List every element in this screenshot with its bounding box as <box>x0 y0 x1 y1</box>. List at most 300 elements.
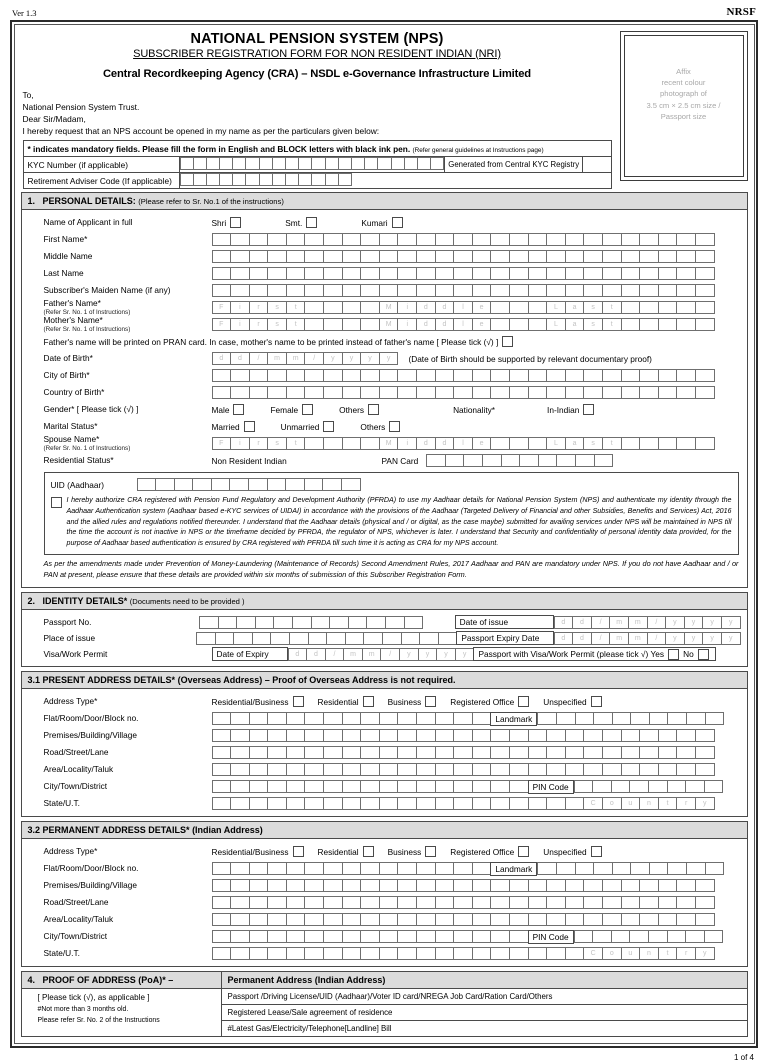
input-cell[interactable] <box>249 712 269 725</box>
input-cell[interactable] <box>304 284 324 297</box>
input-cell[interactable] <box>565 250 585 263</box>
input-cell[interactable] <box>212 746 232 759</box>
input-cell[interactable] <box>304 896 324 909</box>
input-cell[interactable] <box>435 746 455 759</box>
input-cell[interactable] <box>435 862 455 875</box>
last-name-input[interactable] <box>212 267 715 280</box>
input-cell[interactable] <box>292 616 312 629</box>
input-cell[interactable] <box>565 879 585 892</box>
input-cell[interactable] <box>630 712 650 725</box>
input-cell[interactable] <box>311 157 325 170</box>
input-cell[interactable] <box>304 267 324 280</box>
input-cell[interactable] <box>565 797 585 810</box>
input-cell[interactable] <box>218 616 238 629</box>
input-cell[interactable]: y <box>695 797 715 810</box>
input-cell[interactable]: C <box>583 947 603 960</box>
input-cell[interactable] <box>528 301 548 314</box>
input-cell[interactable] <box>360 896 380 909</box>
input-cell[interactable] <box>565 729 585 742</box>
input-cell[interactable] <box>546 746 566 759</box>
input-cell[interactable] <box>490 913 510 926</box>
input-cell[interactable] <box>602 369 622 382</box>
input-cell[interactable] <box>379 947 399 960</box>
input-cell[interactable] <box>639 437 659 450</box>
input-cell[interactable] <box>453 947 473 960</box>
input-cell[interactable] <box>416 267 436 280</box>
input-cell[interactable] <box>249 250 269 263</box>
input-cell[interactable] <box>695 301 715 314</box>
input-cell[interactable] <box>575 712 595 725</box>
input-cell[interactable] <box>602 386 622 399</box>
input-cell[interactable]: y <box>702 632 722 645</box>
present-address-type-registered-office-checkbox[interactable] <box>518 696 529 707</box>
input-cell[interactable]: y <box>684 632 704 645</box>
input-cell[interactable] <box>342 233 362 246</box>
permanent-address-road-street-lane-input[interactable] <box>212 896 715 909</box>
input-cell[interactable] <box>249 284 269 297</box>
middle-name-input[interactable] <box>212 250 715 263</box>
input-cell[interactable] <box>667 930 687 943</box>
present-address-type-residential-business-checkbox[interactable] <box>293 696 304 707</box>
input-cell[interactable]: F <box>212 318 232 331</box>
country-of-birth-input[interactable] <box>212 386 715 399</box>
input-cell[interactable] <box>490 301 510 314</box>
input-cell[interactable] <box>286 947 306 960</box>
input-cell[interactable] <box>435 250 455 263</box>
input-cell[interactable] <box>509 386 529 399</box>
input-cell[interactable] <box>329 616 349 629</box>
input-cell[interactable] <box>397 913 417 926</box>
input-cell[interactable]: y <box>360 352 380 365</box>
input-cell[interactable] <box>509 267 529 280</box>
permanent-address-type-residential-business-checkbox[interactable] <box>293 846 304 857</box>
gender-male-checkbox[interactable] <box>233 404 244 415</box>
input-cell[interactable] <box>286 746 306 759</box>
input-cell[interactable] <box>304 913 324 926</box>
input-cell[interactable]: d <box>554 632 574 645</box>
input-cell[interactable]: t <box>286 301 306 314</box>
input-cell[interactable]: m <box>628 632 648 645</box>
input-cell[interactable] <box>267 913 287 926</box>
input-cell[interactable] <box>583 746 603 759</box>
input-cell[interactable]: C <box>583 797 603 810</box>
input-cell[interactable] <box>472 763 492 776</box>
input-cell[interactable] <box>416 797 436 810</box>
input-cell[interactable] <box>490 780 510 793</box>
input-cell[interactable] <box>267 746 287 759</box>
input-cell[interactable]: m <box>343 648 363 661</box>
input-cell[interactable] <box>397 797 417 810</box>
input-cell[interactable] <box>397 862 417 875</box>
input-cell[interactable] <box>602 879 622 892</box>
input-cell[interactable] <box>565 386 585 399</box>
input-cell[interactable] <box>528 250 548 263</box>
input-cell[interactable] <box>676 729 696 742</box>
input-cell[interactable] <box>490 318 510 331</box>
input-cell[interactable]: i <box>230 301 250 314</box>
input-cell[interactable] <box>453 930 473 943</box>
input-cell[interactable] <box>212 947 232 960</box>
input-cell[interactable] <box>695 879 715 892</box>
input-cell[interactable] <box>426 454 446 467</box>
input-cell[interactable]: d <box>288 648 308 661</box>
input-cell[interactable] <box>453 780 473 793</box>
input-cell[interactable] <box>416 746 436 759</box>
input-cell[interactable] <box>658 233 678 246</box>
present-address-type-unspecified-checkbox[interactable] <box>591 696 602 707</box>
input-cell[interactable] <box>574 930 594 943</box>
input-cell[interactable] <box>212 233 232 246</box>
input-cell[interactable] <box>472 284 492 297</box>
input-cell[interactable] <box>360 284 380 297</box>
input-cell[interactable] <box>230 386 250 399</box>
input-cell[interactable] <box>667 712 687 725</box>
input-cell[interactable] <box>323 896 343 909</box>
input-cell[interactable] <box>212 913 232 926</box>
input-cell[interactable] <box>230 947 250 960</box>
input-cell[interactable] <box>639 369 659 382</box>
input-cell[interactable] <box>621 284 641 297</box>
input-cell[interactable] <box>272 173 286 186</box>
permanent-address-type-unspecified-checkbox[interactable] <box>591 846 602 857</box>
input-cell[interactable] <box>490 437 510 450</box>
input-cell[interactable] <box>528 746 548 759</box>
input-cell[interactable]: u <box>621 797 641 810</box>
input-cell[interactable] <box>249 947 269 960</box>
input-cell[interactable]: y <box>665 632 685 645</box>
input-cell[interactable] <box>323 369 343 382</box>
input-cell[interactable] <box>286 267 306 280</box>
input-cell[interactable] <box>230 267 250 280</box>
input-cell[interactable] <box>583 267 603 280</box>
input-cell[interactable] <box>472 780 492 793</box>
input-cell[interactable] <box>323 250 343 263</box>
permanent-address-state-u-t-input[interactable] <box>212 947 715 960</box>
input-cell[interactable] <box>311 616 331 629</box>
input-cell[interactable] <box>174 478 194 491</box>
input-cell[interactable] <box>453 879 473 892</box>
input-cell[interactable] <box>583 913 603 926</box>
input-cell[interactable] <box>360 233 380 246</box>
input-cell[interactable] <box>360 437 380 450</box>
input-cell[interactable] <box>230 797 250 810</box>
input-cell[interactable]: o <box>602 797 622 810</box>
input-cell[interactable] <box>639 250 659 263</box>
input-cell[interactable] <box>249 763 269 776</box>
input-cell[interactable] <box>528 879 548 892</box>
input-cell[interactable] <box>621 369 641 382</box>
input-cell[interactable] <box>472 896 492 909</box>
input-cell[interactable] <box>490 369 510 382</box>
input-cell[interactable]: l <box>453 301 473 314</box>
input-cell[interactable] <box>267 729 287 742</box>
input-cell[interactable] <box>528 947 548 960</box>
input-cell[interactable] <box>490 746 510 759</box>
input-cell[interactable] <box>304 763 324 776</box>
retirement-adviser-input[interactable] <box>180 173 352 188</box>
input-cell[interactable] <box>574 780 594 793</box>
input-cell[interactable] <box>695 318 715 331</box>
input-cell[interactable] <box>528 729 548 742</box>
input-cell[interactable] <box>230 369 250 382</box>
input-cell[interactable] <box>360 250 380 263</box>
input-cell[interactable]: y <box>702 616 722 629</box>
input-cell[interactable] <box>249 386 269 399</box>
input-cell[interactable] <box>621 913 641 926</box>
input-cell[interactable] <box>472 369 492 382</box>
input-cell[interactable] <box>285 173 299 186</box>
input-cell[interactable] <box>546 250 566 263</box>
input-cell[interactable]: d <box>435 437 455 450</box>
input-cell[interactable] <box>649 712 669 725</box>
input-cell[interactable] <box>453 896 473 909</box>
input-cell[interactable] <box>676 369 696 382</box>
input-cell[interactable] <box>338 173 352 186</box>
input-cell[interactable]: s <box>583 318 603 331</box>
input-cell[interactable]: / <box>249 352 269 365</box>
input-cell[interactable] <box>212 729 232 742</box>
input-cell[interactable] <box>453 369 473 382</box>
input-cell[interactable] <box>360 746 380 759</box>
input-cell[interactable] <box>397 233 417 246</box>
input-cell[interactable] <box>602 763 622 776</box>
input-cell[interactable] <box>528 386 548 399</box>
input-cell[interactable] <box>593 712 613 725</box>
input-cell[interactable] <box>658 318 678 331</box>
input-cell[interactable] <box>416 862 436 875</box>
input-cell[interactable] <box>565 369 585 382</box>
input-cell[interactable] <box>267 763 287 776</box>
input-cell[interactable] <box>360 729 380 742</box>
input-cell[interactable] <box>397 930 417 943</box>
input-cell[interactable]: / <box>647 632 667 645</box>
input-cell[interactable] <box>323 301 343 314</box>
input-cell[interactable]: n <box>639 947 659 960</box>
input-cell[interactable] <box>379 746 399 759</box>
input-cell[interactable] <box>583 896 603 909</box>
input-cell[interactable] <box>658 879 678 892</box>
input-cell[interactable]: a <box>565 437 585 450</box>
input-cell[interactable] <box>509 780 529 793</box>
input-cell[interactable] <box>490 386 510 399</box>
input-cell[interactable]: y <box>342 352 362 365</box>
input-cell[interactable] <box>342 301 362 314</box>
input-cell[interactable] <box>435 729 455 742</box>
input-cell[interactable]: d <box>572 632 592 645</box>
input-cell[interactable] <box>267 284 287 297</box>
applicant-title-shri-checkbox[interactable] <box>230 217 241 228</box>
input-cell[interactable] <box>342 369 362 382</box>
input-cell[interactable] <box>215 632 235 645</box>
input-cell[interactable] <box>323 729 343 742</box>
input-cell[interactable] <box>249 746 269 759</box>
input-cell[interactable] <box>453 862 473 875</box>
poa-item-3[interactable]: #Latest Gas/Electricity/Telephone[Landline] Bill <box>227 1024 392 1034</box>
input-cell[interactable] <box>360 797 380 810</box>
input-cell[interactable]: y <box>684 616 704 629</box>
input-cell[interactable] <box>342 930 362 943</box>
date-of-issue-input[interactable] <box>554 616 741 629</box>
input-cell[interactable] <box>695 913 715 926</box>
input-cell[interactable] <box>639 267 659 280</box>
input-cell[interactable]: d <box>416 318 436 331</box>
input-cell[interactable] <box>249 267 269 280</box>
input-cell[interactable] <box>311 173 325 186</box>
input-cell[interactable] <box>382 632 402 645</box>
input-cell[interactable] <box>212 896 232 909</box>
input-cell[interactable] <box>267 930 287 943</box>
input-cell[interactable] <box>695 729 715 742</box>
input-cell[interactable] <box>304 780 324 793</box>
photo-box[interactable] <box>620 31 748 190</box>
input-cell[interactable] <box>546 369 566 382</box>
input-cell[interactable] <box>267 780 287 793</box>
input-cell[interactable] <box>416 233 436 246</box>
input-cell[interactable] <box>639 301 659 314</box>
input-cell[interactable]: d <box>306 648 326 661</box>
input-cell[interactable] <box>546 879 566 892</box>
input-cell[interactable] <box>286 233 306 246</box>
input-cell[interactable] <box>416 284 436 297</box>
input-cell[interactable]: y <box>399 648 419 661</box>
input-cell[interactable] <box>472 746 492 759</box>
input-cell[interactable]: t <box>286 318 306 331</box>
input-cell[interactable]: m <box>609 632 629 645</box>
input-cell[interactable] <box>705 712 725 725</box>
input-cell[interactable]: y <box>323 352 343 365</box>
input-cell[interactable] <box>676 318 696 331</box>
input-cell[interactable] <box>509 284 529 297</box>
input-cell[interactable]: s <box>583 301 603 314</box>
input-cell[interactable] <box>249 780 269 793</box>
input-cell[interactable] <box>658 729 678 742</box>
input-cell[interactable] <box>490 896 510 909</box>
input-cell[interactable] <box>212 780 232 793</box>
input-cell[interactable] <box>397 879 417 892</box>
input-cell[interactable] <box>538 454 558 467</box>
input-cell[interactable] <box>379 250 399 263</box>
input-cell[interactable] <box>323 930 343 943</box>
input-cell[interactable] <box>490 729 510 742</box>
input-cell[interactable] <box>360 879 380 892</box>
input-cell[interactable] <box>360 301 380 314</box>
input-cell[interactable] <box>286 250 306 263</box>
input-cell[interactable] <box>230 930 250 943</box>
input-cell[interactable] <box>230 780 250 793</box>
input-cell[interactable] <box>528 437 548 450</box>
input-cell[interactable] <box>583 879 603 892</box>
input-cell[interactable] <box>180 157 194 170</box>
input-cell[interactable] <box>629 780 649 793</box>
input-cell[interactable]: u <box>621 947 641 960</box>
input-cell[interactable] <box>342 913 362 926</box>
input-cell[interactable] <box>338 157 352 170</box>
input-cell[interactable] <box>695 284 715 297</box>
input-cell[interactable] <box>379 712 399 725</box>
input-cell[interactable] <box>416 250 436 263</box>
input-cell[interactable] <box>397 729 417 742</box>
input-cell[interactable] <box>379 729 399 742</box>
input-cell[interactable] <box>267 250 287 263</box>
marital-unmarried-checkbox[interactable] <box>323 421 334 432</box>
input-cell[interactable] <box>379 267 399 280</box>
input-cell[interactable] <box>435 780 455 793</box>
input-cell[interactable] <box>482 454 502 467</box>
input-cell[interactable] <box>509 879 529 892</box>
input-cell[interactable] <box>621 301 641 314</box>
input-cell[interactable] <box>501 454 521 467</box>
input-cell[interactable]: m <box>286 352 306 365</box>
input-cell[interactable] <box>686 862 706 875</box>
input-cell[interactable] <box>621 386 641 399</box>
input-cell[interactable] <box>546 913 566 926</box>
input-cell[interactable] <box>695 369 715 382</box>
input-cell[interactable] <box>342 318 362 331</box>
input-cell[interactable] <box>630 862 650 875</box>
input-cell[interactable] <box>379 862 399 875</box>
input-cell[interactable] <box>304 862 324 875</box>
input-cell[interactable] <box>323 879 343 892</box>
input-cell[interactable] <box>304 947 324 960</box>
input-cell[interactable]: y <box>665 616 685 629</box>
input-cell[interactable] <box>453 284 473 297</box>
input-cell[interactable] <box>342 763 362 776</box>
input-cell[interactable] <box>267 896 287 909</box>
input-cell[interactable] <box>304 879 324 892</box>
input-cell[interactable] <box>472 233 492 246</box>
input-cell[interactable]: i <box>397 318 417 331</box>
input-cell[interactable] <box>639 763 659 776</box>
input-cell[interactable] <box>546 729 566 742</box>
input-cell[interactable]: t <box>602 301 622 314</box>
input-cell[interactable]: a <box>565 301 585 314</box>
input-cell[interactable] <box>219 173 233 186</box>
input-cell[interactable] <box>323 780 343 793</box>
input-cell[interactable] <box>230 284 250 297</box>
input-cell[interactable] <box>453 763 473 776</box>
input-cell[interactable] <box>360 386 380 399</box>
input-cell[interactable] <box>137 478 157 491</box>
input-cell[interactable] <box>472 386 492 399</box>
input-cell[interactable] <box>438 632 458 645</box>
input-cell[interactable] <box>416 913 436 926</box>
present-address-landmark-input[interactable] <box>537 712 724 725</box>
city-of-birth-input[interactable] <box>212 369 715 382</box>
input-cell[interactable]: i <box>397 437 417 450</box>
input-cell[interactable] <box>342 712 362 725</box>
visa-no-checkbox[interactable] <box>698 649 709 660</box>
input-cell[interactable] <box>206 173 220 186</box>
input-cell[interactable] <box>304 797 324 810</box>
input-cell[interactable] <box>658 267 678 280</box>
input-cell[interactable] <box>676 746 696 759</box>
input-cell[interactable] <box>249 862 269 875</box>
input-cell[interactable] <box>249 896 269 909</box>
input-cell[interactable] <box>379 930 399 943</box>
input-cell[interactable] <box>453 746 473 759</box>
applicant-title-kumari-checkbox[interactable] <box>392 217 403 228</box>
input-cell[interactable] <box>528 284 548 297</box>
input-cell[interactable] <box>658 386 678 399</box>
input-cell[interactable] <box>565 267 585 280</box>
input-cell[interactable] <box>391 157 405 170</box>
input-cell[interactable] <box>621 746 641 759</box>
input-cell[interactable] <box>546 233 566 246</box>
input-cell[interactable] <box>621 879 641 892</box>
input-cell[interactable] <box>397 284 417 297</box>
input-cell[interactable] <box>404 616 424 629</box>
input-cell[interactable]: i <box>230 437 250 450</box>
